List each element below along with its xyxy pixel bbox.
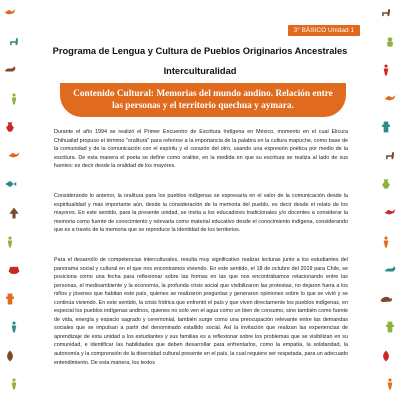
- banner-text: Contenido Cultural: Memorias del mundo andino. Relación entre las personas y el territorio quechua y aymara.: [73, 88, 333, 111]
- content-banner: [60, 83, 346, 117]
- person-icon: [3, 235, 17, 254]
- person-icon: [7, 377, 21, 396]
- monkey-icon: [383, 35, 397, 54]
- person-icon: [379, 235, 393, 254]
- flame-icon: [379, 349, 393, 368]
- llama-icon: [7, 35, 21, 54]
- program-title: Programa de Lengua y Cultura de Pueblos Originarios Ancestrales: [52, 46, 348, 56]
- paragraph: Para el desarrollo de competencias interculturales, resulta muy significativo realizar lecturas junto a los estudiantes del panorama social y cultural en el que nos encontramos viviendo. En este sentido, el 18 de octubre del 2019 para Chile, se posiciona como una fecha para reflexionar sobre las formas en las que nos encontrábamos relacionando entre las personas, el medioambiente y la economía, la profunda crisis social que visibilizaron las protestas, no dejaron fuera a los niños y jóvenes que habitan este país, quienes se realizaron preguntas y generaron opiniones sobre lo que se vivió y se continúa viviendo. En este sentido, la crisis hídrica que enfrentó el país y que viven directamente los pueblos indígenas, en especial los pueblos indígenas andinos, quienes no solo ven el agua como un bien de consumo, sino también como fuente de vida, energía y espacio sagrado y ceremonial, también surge como una preocupación relevante entre las demandas sociales que se impulsan a partir del denominado estallido social. Así la invitación que realizan las experiencias de aprendizaje de esta unidad a los estudiantes y sus familias es a reflexionar sobre los problemas que se visibilizan en su comunidad, e identificar las habilidades que deben desarrollar para enfrentarlos, como la empatía, la solidaridad, la autonomía y la comprensión de la diversidad cultural presente en el país, la cual requiere ser respetada, para un adecuado entendimiento. De esta manera, los textos: [54, 257, 348, 366]
- section-subtitle: Interculturalidad: [163, 66, 237, 76]
- totem-icon: [383, 320, 397, 339]
- left-decorative-border: [0, 0, 24, 400]
- grade-unit-badge: 3° BÁSICO Unidad 1: [288, 25, 360, 36]
- totem-icon: [3, 292, 17, 311]
- bird-icon: [3, 6, 17, 25]
- person-icon: [383, 377, 397, 396]
- bird-icon: [7, 149, 21, 168]
- right-decorative-border: [376, 0, 400, 400]
- vase-icon: [379, 177, 393, 196]
- fox-icon: [383, 263, 397, 282]
- fish-icon: [3, 177, 17, 196]
- seal-icon: [379, 292, 393, 311]
- paragraph: Durante el año 1994 se realizó el Primer Encuentro de Escritura Indígena en México, momento en el cual Elicura Chihuailaf propuso el término "oralitura" para referirse a la importancia de la palabra en la cultura mapuche, como base de la comunidad y de la comunicación con el espíritu y el corazón del otro, usando una expresión poética por medio de la escritura. De esta manera el poeta se define como oralitor, en la medida en que su escritura se realiza al lado de sus fuentes: es decir desde la oralidad de los mayores.: [54, 129, 348, 170]
- vase-icon: [3, 120, 17, 139]
- person-icon: [7, 320, 21, 339]
- person-icon: [379, 63, 393, 82]
- person-icon: [7, 92, 21, 111]
- llama-icon: [379, 6, 393, 25]
- tree-icon: [7, 206, 21, 225]
- flame-icon: [3, 349, 17, 368]
- frog-icon: [7, 263, 21, 282]
- fox-icon: [3, 63, 17, 82]
- bird-icon: [383, 92, 397, 111]
- totem-icon: [379, 120, 393, 139]
- bird-icon: [383, 206, 397, 225]
- llama-icon: [383, 149, 397, 168]
- paragraph: Considerando lo anterior, la oralitura para los pueblos indígenas se expresaría en el valor de la comunicación desde la espiritualidad y más importante aún, desde la consideración de la memoria del pueblo, es decir desde el relato de los mayores. En este sentido, para la presente unidad, se invita a los educadores tradicionales y/o docentes a considerar la memoria como fuente de conocimiento y relevarla como material educativo desde el conocimiento indígena, considerando que es a través de la memoria que se reproduce la identidad de los territorios.: [54, 193, 348, 234]
